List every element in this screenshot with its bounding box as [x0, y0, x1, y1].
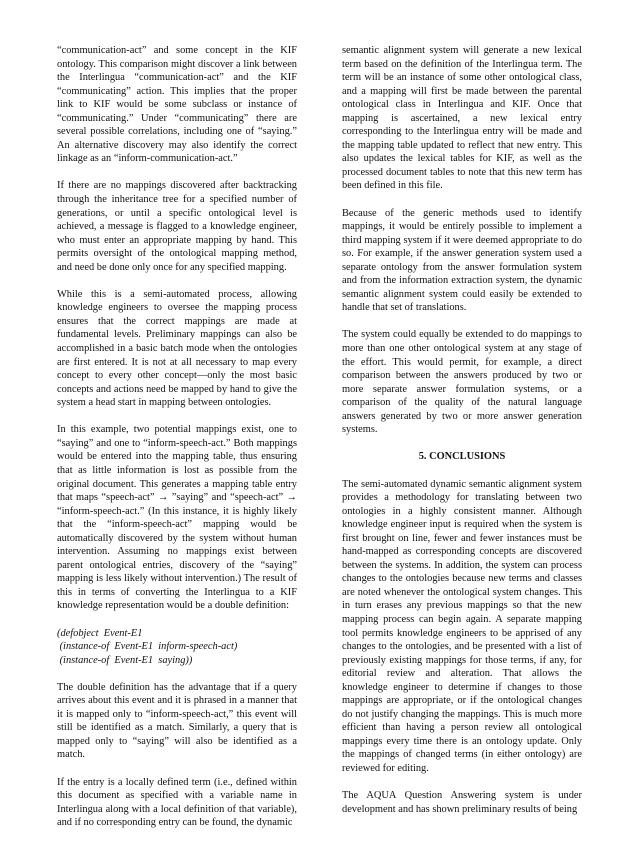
right-paragraph-3: The system could equally be extended to do mappings to more than one other ontological system at any stage of the effort. This would permit, for example, a direct comparison between the answers produced by two or more separate answer formulation systems, or a comparison of the quality of the natural language answers generated by two or more answer generation systems.: [342, 329, 582, 436]
code-line: (instance-of Event-E1 saying)): [57, 654, 193, 666]
left-paragraph-1: “communication-act” and some concept in the KIF ontology. This comparison might discover a link between the Interlingua “communication-act” and the KIF “communicating” action. This implies that the proper link to KIF would be some subclass or instance of “communicating.” Under “communicating” there are several possible correlations, including one of “saying.” An alternative discovery may also identify the correct linkage as an “inform-communication-act.”: [57, 45, 297, 165]
right-column: [342, 44, 582, 830]
right-paragraph-5: The AQUA Question Answering system is under development and has shown preliminary results of being: [342, 790, 582, 815]
left-paragraph-5: The double definition has the advantage that if a query arrives about this event and it is phrased in a manner that it is mapped only to “inform-speech-act,” this event will still be identified as a match. Similarly, a query that is mapped only to “saying” will also be identified as a match.: [57, 681, 297, 761]
left-paragraph-3: While this is a semi-automated process, allowing knowledge engineers to oversee the mapping process ensures that the correct mappings are made at fundamental levels. Preliminary mappings can also be accomplished in a basic batch mode when the ontologies are first entered. It is not at all necessary to map every concept to every other concept—only the most basic concepts and actions need be mapped by hand to give the system a head start in mapping between ontologies.: [57, 288, 297, 409]
left-column: [57, 44, 297, 843]
left-paragraph-6: If the entry is a locally defined term (i.e., defined within this document as specified with a variable name in Interlingua along with a local definition of that variable), and if no corresponding entry can be found, the dynamic: [57, 776, 297, 829]
code-line: (defobject Event-E1: [57, 627, 143, 639]
left-paragraph-4: In this example, two potential mappings exist, one to “saying” and one to “inform-speech-act.” Both mappings would be entered into the mapping table, thus ensuring that as little information is lost as possible from the original document. This generates a mapping table entry that maps “speech-act” → ”saying” and “speech-act” → “inform-speech-act.” (In this instance, it is highly likely that the “inform-speech-act” mapping would be automatically discovered by the system without human intervention. Assuming no mappings exist between parent ontological entries, discovery of the “saying” mapping is less likely without intervention.) The result of this in terms of converting the Interlingua to a KIF knowledge representation would be a double definition:: [57, 424, 297, 612]
kif-code-block: [57, 627, 297, 668]
right-paragraph-2: Because of the generic methods used to identify mappings, it would be entirely possible to implement a third mapping system if it were deemed appropriate to do so. For example, if the answer generation system used a separate ontology from the answer formulation system and from the information extraction system, the dynamic semantic alignment system could easily be extended to handle that set of translations.: [342, 207, 582, 314]
right-paragraph-4: The semi-automated dynamic semantic alignment system provides a methodology for translating between two ontologies in a highly consistent manner. Although knowledge engineer input is required when the system is first brought on line, fewer and fewer instances must be hand-mapped as corresponding concepts are discovered between the systems. In addition, the system can process changes to the ontologies because new terms and classes are noted whenever the ontological system changes. This in turn erases any previous mappings so that the new mapping process can begin again. A separate mapping tool permits knowledge engineers to be apprised of any changes to the ontologies, and be presented with a list of previously existing mappings for those terms, if any, for editorial review and alteration. That allows the knowledge engineer to determine if changes to those mappings are appropriate, or if the ontological changes do not justify changing the mappings. This is much more efficient than having a person review all ontological mappings every time there is an ontology update. Only the mappings of changed terms (in either ontology) are reviewed for editing.: [342, 478, 582, 774]
section-heading-conclusions: 5. CONCLUSIONS: [418, 451, 506, 463]
code-line: (instance-of Event-E1 inform-speech-act): [57, 641, 238, 653]
right-paragraph-1: semantic alignment system will generate a new lexical term based on the definition of the Interlingua term. The term will be an instance of some other ontological class, and a mapping will first be made between the parental ontological class in Interlingua and KIF. Once that mapping is ascertained, a new lexical entry corresponding to the Interlingua entry will be made and the mapping table updated to reflect that new entry. This also updates the lexical tables for KIF, as well as the processed document tables to note that this new term has been defined in this file.: [342, 45, 582, 192]
left-paragraph-2: If there are no mappings discovered after backtracking through the inheritance tree for a specified number of generations, or until a specific ontological level is achieved, a message is flagged to a knowledge engineer, who must enter an appropriate mapping by hand. This permits oversight of the ontological mapping method, and need be done only once for any specified mapping.: [57, 180, 297, 273]
